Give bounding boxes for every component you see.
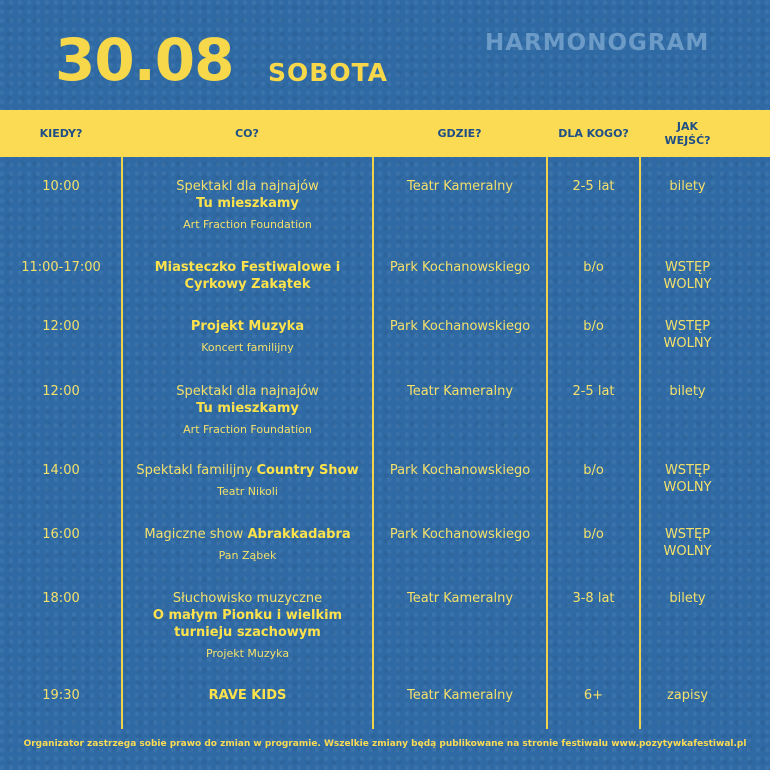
row-entry xyxy=(640,178,735,195)
entry-line1: bilety xyxy=(669,179,706,194)
event-sub: Art Fraction Foundation xyxy=(183,423,312,436)
row-place: Park Kochanowskiego xyxy=(389,260,531,275)
col-header-co: CO? xyxy=(235,126,259,140)
event-sub: Pan Ząbek xyxy=(218,549,277,562)
row-age: 2-5 lat xyxy=(572,179,615,194)
column-divider xyxy=(639,157,641,729)
row-place: Teatr Kameralny xyxy=(406,591,514,606)
row-event xyxy=(140,259,355,293)
column-divider xyxy=(372,157,374,729)
col-header-kiedy: KIEDY? xyxy=(39,126,83,140)
event-title: Tu mieszkamy xyxy=(196,196,299,211)
row-place: Park Kochanowskiego xyxy=(389,319,531,334)
event-sub: Art Fraction Foundation xyxy=(183,218,312,231)
row-entry xyxy=(640,318,735,352)
col-header-gdzie: GDZIE? xyxy=(437,126,482,140)
row-entry xyxy=(640,462,735,496)
row-age: b/o xyxy=(583,527,604,542)
event-title: Abrakkadabra xyxy=(247,527,351,542)
row-entry xyxy=(640,590,735,607)
col-header-jak-line2: WEJŚĆ? xyxy=(664,133,711,147)
row-event xyxy=(125,462,370,500)
row-time: 19:30 xyxy=(42,688,80,703)
row-time: 18:00 xyxy=(42,591,80,606)
row-event xyxy=(125,178,370,233)
row-time: 12:00 xyxy=(42,384,80,399)
row-event xyxy=(135,590,360,662)
row-time: 10:00 xyxy=(42,179,80,194)
event-pre: Spektakl dla najnajów xyxy=(176,179,319,194)
row-place: Park Kochanowskiego xyxy=(389,463,531,478)
row-place: Teatr Kameralny xyxy=(406,384,514,399)
row-place: Teatr Kameralny xyxy=(406,179,514,194)
entry-line1: WSTĘP xyxy=(664,463,711,478)
row-event xyxy=(125,687,370,704)
event-title: Tu mieszkamy xyxy=(196,401,299,416)
row-time: 16:00 xyxy=(42,527,80,542)
entry-line1: bilety xyxy=(669,384,706,399)
event-title: O małym Pionku i wielkim turnieju szachowym xyxy=(152,608,343,640)
entry-line1: bilety xyxy=(669,591,706,606)
row-entry xyxy=(640,259,735,293)
column-divider xyxy=(546,157,548,729)
entry-line2: WOLNY xyxy=(663,544,712,559)
event-title: Projekt Muzyka xyxy=(190,319,305,334)
row-entry xyxy=(640,526,735,560)
table-header xyxy=(0,110,770,157)
day-heading: SOBOTA xyxy=(268,58,389,87)
col-header-dla-kogo: DLA KOGO? xyxy=(558,126,629,140)
row-age: 6+ xyxy=(583,688,604,703)
row-age: 2-5 lat xyxy=(572,384,615,399)
row-time: 12:00 xyxy=(42,319,80,334)
event-sub: Teatr Nikoli xyxy=(217,485,278,498)
entry-line1: zapisy xyxy=(666,688,709,703)
footer-note: Organizator zastrzega sobie prawo do zmian w programie. Wszelkie zmiany będą publikowane na stronie festiwalu www.pozytywkafestiwal.pl xyxy=(23,739,747,749)
row-age: 3-8 lat xyxy=(572,591,615,606)
row-time: 14:00 xyxy=(42,463,80,478)
column-divider xyxy=(121,157,123,729)
row-age: b/o xyxy=(583,319,604,334)
entry-line1: WSTĘP xyxy=(664,260,711,275)
entry-line2: WOLNY xyxy=(663,480,712,495)
row-event xyxy=(125,383,370,438)
col-header-jak-wejsc xyxy=(640,110,735,157)
entry-line1: WSTĘP xyxy=(664,319,711,334)
event-pre: Magiczne show xyxy=(144,527,244,542)
schedule-title: HARMONOGRAM xyxy=(485,30,710,56)
entry-line1: WSTĘP xyxy=(664,527,711,542)
event-pre: Słuchowisko muzyczne xyxy=(172,591,323,606)
row-time: 11:00-17:00 xyxy=(21,260,101,275)
entry-line2: WOLNY xyxy=(663,336,712,351)
event-title: RAVE KIDS xyxy=(208,688,287,703)
event-title: Country Show xyxy=(256,463,359,478)
event-sub: Koncert familijny xyxy=(201,341,294,354)
row-event xyxy=(125,318,370,356)
row-entry xyxy=(640,687,735,704)
event-pre: Spektakl familijny xyxy=(136,463,253,478)
row-place: Park Kochanowskiego xyxy=(389,527,531,542)
event-title: Miasteczko Festiwalowe i Cyrkowy Zakątek xyxy=(154,260,341,292)
entry-line2: WOLNY xyxy=(663,277,712,292)
row-event xyxy=(125,526,370,564)
row-age: b/o xyxy=(583,260,604,275)
row-age: b/o xyxy=(583,463,604,478)
date-heading: 30.08 xyxy=(55,26,234,94)
event-sub: Projekt Muzyka xyxy=(205,647,290,660)
event-pre: Spektakl dla najnajów xyxy=(176,384,319,399)
col-header-jak-line1: JAK xyxy=(676,119,699,133)
row-place: Teatr Kameralny xyxy=(406,688,514,703)
row-entry xyxy=(640,383,735,400)
